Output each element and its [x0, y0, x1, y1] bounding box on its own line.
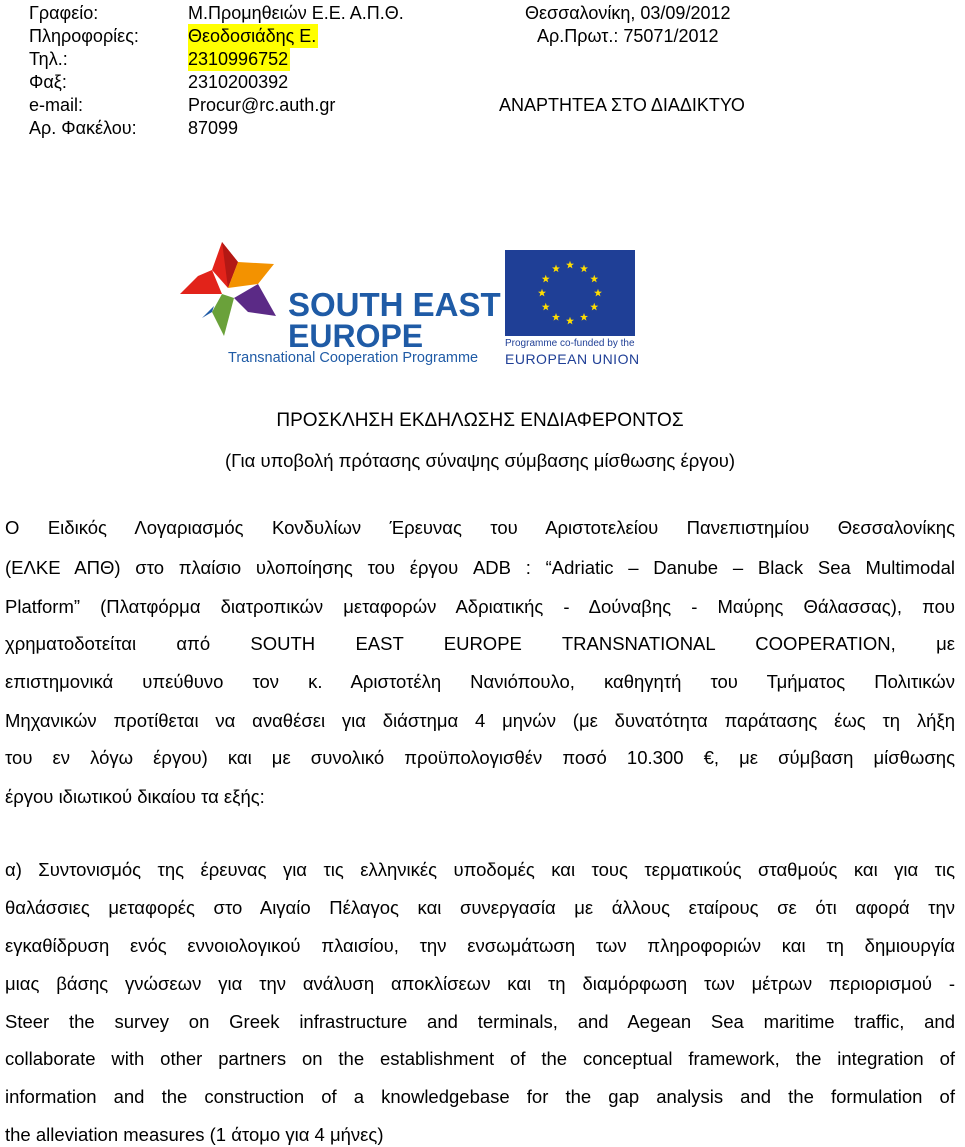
office-value: Μ.Προμηθειών Ε.Ε. Α.Π.Θ. — [188, 3, 404, 23]
email-label: e-mail: — [29, 95, 84, 115]
eu-flag-icon — [505, 250, 635, 336]
paragraph-line: collaborate with other partners on the establishment of the conceptual framework, the integration of — [5, 1048, 955, 1069]
paragraph-line: έργου ιδιωτικού δικαίου τα εξής: — [5, 786, 265, 807]
phone-label: Τηλ.: — [29, 49, 68, 69]
info-value: Θεοδοσιάδης Ε. — [188, 26, 317, 46]
office-label: Γραφείο: — [29, 3, 99, 23]
south-east-europe-logo — [178, 240, 501, 370]
phone-value: 2310996752 — [188, 49, 289, 69]
eu-caption-line2: EUROPEAN UNION — [505, 351, 640, 367]
protocol-number: Αρ.Πρωτ.: 75071/2012 — [537, 26, 719, 46]
paragraph-line: θαλάσσιες μεταφορές στο Αιγαίο Πέλαγος και συνεργασία με άλλους εταίρους σε ότι αφορά την — [5, 897, 955, 918]
paragraph-line: Platform” (Πλατφόρμα διατροπικών μεταφορών Αδριατικής - Δούναβης - Μαύρης Θάλασσας), που — [5, 596, 955, 617]
paragraph-line: εγκαθίδρυση ενός εννοιολογικού πλαισίου, την ενσωμάτωση των πληροφοριών και τη δημιουργία — [5, 935, 955, 956]
eu-caption-line1: Programme co-funded by the — [505, 338, 635, 349]
info-label: Πληροφορίες: — [29, 26, 139, 46]
paragraph-line: επιστημονικά υπεύθυνο τον κ. Αριστοτέλη Νανιόπουλο, καθηγητή του Τμήματος Πολιτικών — [5, 671, 955, 692]
paragraph-line: χρηματοδοτείται από SOUTH EAST EUROPE TRANSNATIONAL COOPERATION, με — [5, 633, 955, 654]
document-title: ΠΡΟΣΚΛΗΣΗ ΕΚΔΗΛΩΣΗΣ ΕΝΔΙΑΦΕΡΟΝΤΟΣ — [276, 410, 684, 431]
paragraph-line: (ΕΛΚΕ ΑΠΘ) στο πλαίσιο υλοποίησης του έργου ADB : “Adriatic – Danube – Black Sea Multimodal — [5, 557, 955, 578]
email-value: Procur@rc.auth.gr — [188, 95, 336, 115]
file-number-label: Αρ. Φακέλου: — [29, 118, 137, 138]
posting-note: ΑΝΑΡΤΗΤΕΑ ΣΤΟ ΔΙΑΔΙΚΤΥΟ — [499, 95, 745, 115]
fax-value: 2310200392 — [188, 72, 289, 92]
paragraph-line: του εν λόγω έργου) και με συνολικό προϋπολογισθέν ποσό 10.300 €, με σύμβαση μίσθωσης — [5, 747, 955, 768]
see-logo-line2: EUROPE — [288, 318, 424, 354]
file-number-value: 87099 — [188, 118, 239, 138]
paragraph-line: the alleviation measures (1 άτομο για 4 μήνες) — [5, 1124, 384, 1145]
paragraph-line: α) Συντονισμός της έρευνας για τις ελληνικές υποδομές και τους τερματικούς σταθμούς και για τις — [5, 859, 955, 880]
paragraph-line: Ο Ειδικός Λογαριασμός Κονδυλίων Έρευνας του Αριστοτελείου Πανεπιστημίου Θεσσαλονίκης — [5, 517, 955, 538]
see-logo-line3: Transnational Cooperation Programme — [228, 350, 479, 366]
paragraph-line: μιας βάσης γνώσεων για την ανάλυση αποκλίσεων και τη διαμόρφωση των μέτρων περιορισμού - — [5, 973, 955, 994]
document-subtitle: (Για υποβολή πρότασης σύναψης σύμβασης μίσθωσης έργου) — [224, 450, 736, 471]
see-logo-line1: SOUTH EAST — [288, 286, 501, 323]
eu-logo — [505, 250, 640, 370]
fax-label: Φαξ: — [29, 72, 67, 92]
place-date: Θεσσαλονίκη, 03/09/2012 — [525, 3, 731, 23]
paragraph-line: information and the construction of a knowledgebase for the gap analysis and the formulation of — [5, 1086, 955, 1107]
paragraph-line: Steer the survey on Greek infrastructure and terminals, and Aegean Sea maritime traffic, and — [5, 1011, 955, 1032]
paragraph-line: Μηχανικών προτίθεται να αναθέσει για διάστημα 4 μηνών (με δυνατότητα παράτασης έως τη λήξη — [5, 710, 955, 731]
